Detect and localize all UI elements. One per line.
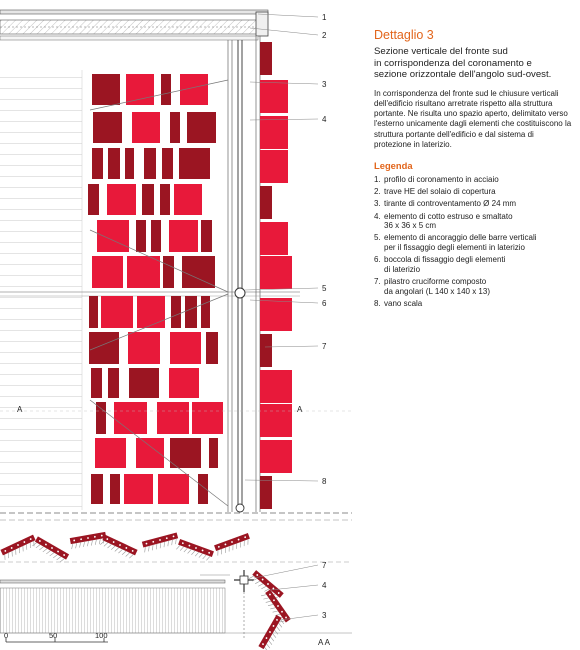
plan-tile [249,570,284,602]
cotto-tile [88,184,99,215]
cotto-tile [142,184,154,215]
cotto-tile [136,220,146,252]
cotto-tile [260,404,292,437]
cotto-tile [128,332,160,364]
legend-item [374,187,572,197]
legend-item-text: elemento di ancoraggio delle barre verticali per il fissaggio degli elementi in laterizio [384,233,537,252]
callout-4: 4 [322,115,327,124]
cotto-tile [92,148,103,179]
plan-tile [214,533,252,556]
legend-item-number: 6. [374,255,381,265]
plan-tile [70,532,107,549]
scale-label-0: 0 [4,631,9,640]
cotto-tile [93,112,122,143]
callout-6: 6 [322,299,327,308]
legend-item [374,255,572,274]
cotto-tile [108,148,120,179]
cotto-tile [260,334,272,367]
cotto-tile [192,402,223,434]
legend-item [374,233,572,252]
plan-tile [0,535,37,560]
cotto-tile [137,296,165,328]
section-mark-right: A [297,405,303,414]
callout-7: 7 [322,342,327,351]
detail-description: In corrispondenza del fronte sud le chiusure verticali dell'edificio risultano arretrate rispetto alla struttura portante. Ne risulta uno spazio aperto, delimitato verso l'esterno unicamente dagli elementi che costituiscono la struttura portante dell'edificio e dal sistema di protezione in laterizio. [374,88,572,149]
scale-label-50: 50 [49,631,58,640]
cotto-tile [101,296,133,328]
legend-item-number: 8. [374,298,381,308]
cotto-tile [169,368,199,398]
cotto-tile [108,368,119,398]
cotto-tile [92,74,120,105]
plan-tile [100,535,137,560]
legend-list [374,175,572,308]
cotto-tile [95,438,126,468]
callout-8: 8 [322,477,327,486]
cotto-tiles-side [260,42,292,509]
cotto-tile [260,222,288,255]
legend-item-number: 1. [374,175,381,184]
cotto-tile [206,332,218,364]
legend-item-text: boccola di fissaggio degli elementi di laterizio [384,255,506,274]
legend-item-number: 7. [374,276,381,286]
cotto-tile [260,298,292,331]
legend-item [374,175,572,185]
roof-coronation [0,10,268,40]
detail-subtitle: Sezione verticale del fronte sud in corrispondenza del coronamento e sezione orizzontale dell'angolo sud-ovest. [374,46,552,81]
cotto-tile [114,402,147,434]
cotto-tile [132,112,160,143]
cotto-tile [89,296,98,328]
legend-item-number: 2. [374,187,381,197]
cotto-tile [182,256,215,288]
legend-item-text: trave HE del solaio di copertura [384,187,496,197]
cotto-tile [97,220,129,252]
cotto-tile [260,440,292,473]
cotto-tile [162,148,173,179]
cotto-tile [91,474,103,504]
cotto-tile [260,476,272,509]
cotto-tile [201,220,212,252]
cotto-tile [201,296,210,328]
detail-panel [374,28,572,311]
cotto-tile [157,402,189,434]
callout-3: 3 [322,80,327,89]
scale-label-100: 100 [95,631,108,640]
callout-2: 2 [322,31,327,40]
cotto-tile [96,402,106,434]
legend-item [374,277,572,296]
plan-tile [142,532,180,552]
cotto-tile [174,184,202,215]
cotto-tile [107,184,136,215]
callout-5: 5 [322,284,327,293]
cotto-tile [260,256,292,289]
cotto-tile [179,148,210,179]
cotto-tile [185,296,197,328]
cotto-tile [169,220,198,252]
plan-tile [258,615,286,650]
cotto-tile [144,148,156,179]
cotto-tile [170,112,180,143]
section-mark-left: A [17,405,23,414]
cotto-tiles-front [88,74,223,504]
cotto-tile [260,186,272,219]
plan-callout-3: 3 [322,611,327,620]
legend-item-text: profilo di coronamento in acciaio [384,175,499,184]
cotto-tile [136,438,164,468]
cotto-tile [91,368,102,398]
legend-item [374,199,572,209]
legend-item-text: pilastro cruciforme composto da angolari (L 140 x 140 x 13) [384,276,490,296]
cotto-tile [110,474,120,504]
cotto-tile [198,474,208,504]
cotto-tile [171,296,181,328]
legend-item-text: vano scala [384,298,423,308]
plan-section-mark: A A [318,638,331,647]
legend-title: Legenda [374,160,413,171]
cotto-tile [187,112,216,143]
cotto-tile [161,74,171,105]
cotto-tile [89,332,119,364]
stair-wall [0,70,82,510]
cotto-tile [170,332,201,364]
plan-callout-7: 7 [322,561,327,570]
cotto-tile [124,474,153,504]
cotto-tile [260,370,292,403]
cotto-tile [209,438,218,468]
plan-tile [176,539,214,562]
plan-section [0,562,352,640]
callout-1: 1 [322,13,327,22]
cotto-tile [125,148,134,179]
cotto-tile [126,74,154,105]
cruciform-column [234,570,254,592]
cotto-tile [260,150,288,183]
cotto-tile [151,220,161,252]
legend-item [374,212,572,231]
cotto-tile [158,474,189,504]
legend-item-text: tirante di controventamento Ø 24 mm [384,199,517,209]
legend-item-number: 5. [374,233,381,243]
cotto-tile [260,42,272,75]
cotto-tile [260,116,288,149]
cotto-tile [160,184,170,215]
cotto-tile [260,80,288,113]
cotto-tile [127,256,160,288]
plan-callout-4: 4 [322,581,327,590]
legend-item [374,299,572,309]
legend-item-text: elemento di cotto estruso e smaltato 36 x 36 x 5 cm [384,211,513,231]
cotto-tile [163,256,174,288]
detail-title: Dettaglio 3 [374,28,434,42]
plan-tile [32,536,69,564]
cotto-tile [129,368,159,398]
legend-item-number: 3. [374,199,381,209]
cotto-tile [92,256,123,288]
legend-item-number: 4. [374,211,381,221]
cotto-tile [170,438,201,468]
